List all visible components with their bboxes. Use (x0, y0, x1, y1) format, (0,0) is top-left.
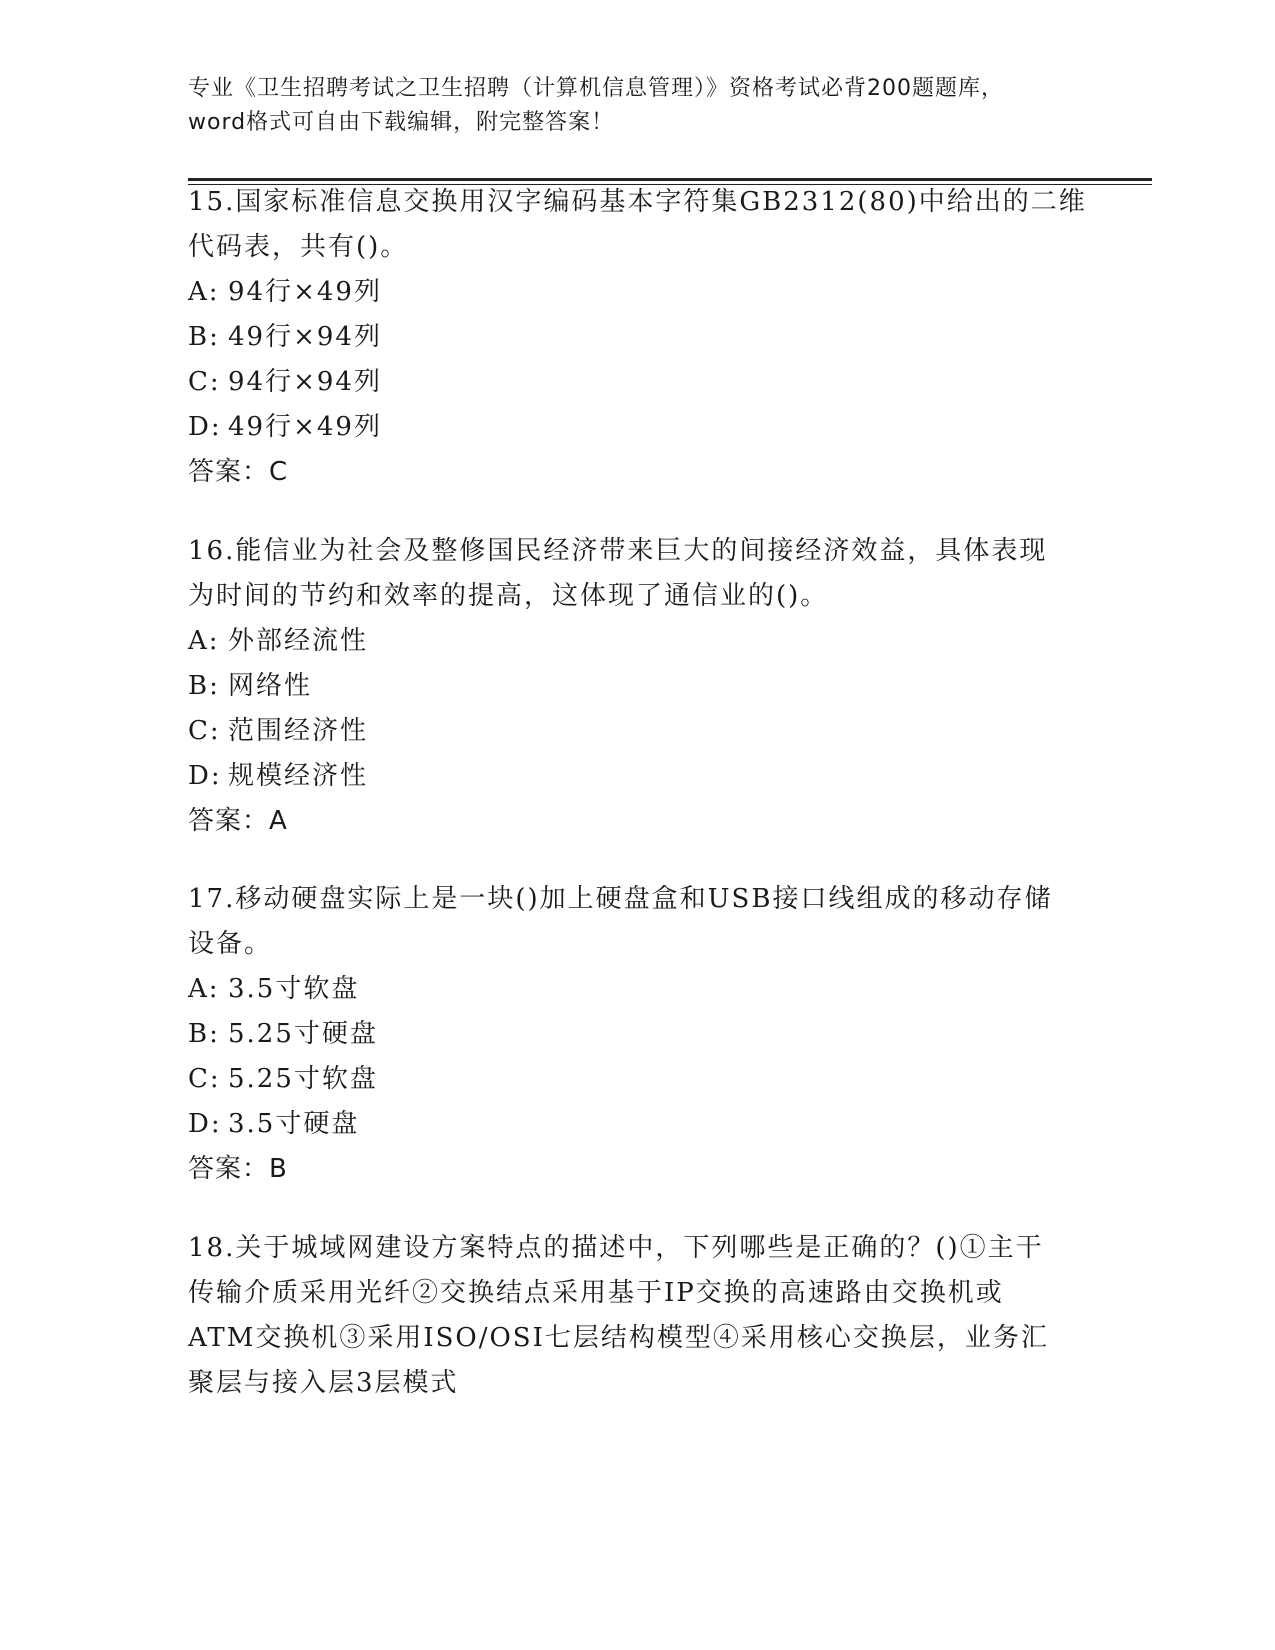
option-key: D: (188, 761, 222, 791)
stem-line: 18.关于城域网建设方案特点的描述中，下列哪些是正确的？()①主干 (188, 1233, 1044, 1263)
option-text: 规模经济性 (228, 761, 369, 791)
option-text: 49行×49列 (228, 412, 382, 442)
question-stem (188, 529, 1088, 619)
option-text: 94行×94列 (228, 367, 382, 397)
stem-line: 17.移动硬盘实际上是一块()加上硬盘盒和USB接口线组成的移动存储 (188, 884, 1053, 914)
question-18 (188, 1226, 1088, 1406)
header-line-2: word格式可自由下载编辑，附完整答案！ (188, 110, 615, 135)
option-key: C: (188, 1064, 221, 1094)
option-key: C: (188, 716, 221, 746)
option-c (188, 1057, 1088, 1102)
option-text: 5.25寸软盘 (228, 1064, 378, 1094)
answer: 答案：A (188, 806, 288, 836)
question-15 (188, 180, 1088, 495)
option-text: 外部经流性 (228, 626, 369, 656)
option-text: 94行×49列 (228, 277, 382, 307)
option-b (188, 664, 1088, 709)
question-17 (188, 877, 1088, 1192)
option-key: D: (188, 1109, 222, 1139)
option-text: 网络性 (228, 671, 313, 701)
option-d (188, 1102, 1088, 1147)
option-text: 范围经济性 (228, 716, 369, 746)
option-key: D: (188, 412, 222, 442)
option-key: B: (188, 322, 220, 352)
option-key: A: (188, 277, 220, 307)
option-text: 49行×94列 (228, 322, 382, 352)
stem-line: 设备。 (188, 929, 273, 959)
stem-line: ATM交换机③采用ISO/OSI七层结构模型④采用核心交换层，业务汇 (188, 1323, 1049, 1353)
option-c (188, 360, 1088, 405)
document-header (188, 72, 1088, 140)
option-key: A: (188, 626, 220, 656)
option-a (188, 619, 1088, 664)
question-16 (188, 529, 1088, 844)
stem-line: 聚层与接入层3层模式 (188, 1368, 459, 1398)
option-key: A: (188, 974, 220, 1004)
stem-line: 16.能信业为社会及整修国民经济带来巨大的间接经济效益，具体表现 (188, 536, 1048, 566)
answer: 答案：B (188, 1154, 288, 1184)
stem-line: 传输介质采用光纤②交换结点采用基于IP交换的高速路由交换机或 (188, 1278, 1004, 1308)
stem-line: 代码表，共有()。 (188, 232, 409, 262)
stem-line: 15.国家标准信息交换用汉字编码基本字符集GB2312(80)中给出的二维 (188, 187, 1087, 217)
option-c (188, 709, 1088, 754)
option-d (188, 754, 1088, 799)
header-line-1: 专业《卫生招聘考试之卫生招聘（计算机信息管理）》资格考试必背200题题库， (188, 76, 1004, 101)
option-text: 3.5寸软盘 (228, 974, 360, 1004)
option-text: 5.25寸硬盘 (228, 1019, 378, 1049)
option-a (188, 270, 1088, 315)
option-key: C: (188, 367, 221, 397)
question-stem (188, 180, 1088, 270)
answer: 答案：C (188, 457, 289, 487)
option-key: B: (188, 671, 220, 701)
option-d (188, 405, 1088, 450)
option-text: 3.5寸硬盘 (228, 1109, 360, 1139)
question-stem (188, 1226, 1088, 1406)
question-stem (188, 877, 1088, 967)
option-b (188, 1012, 1088, 1057)
option-key: B: (188, 1019, 220, 1049)
option-b (188, 315, 1088, 360)
stem-line: 为时间的节约和效率的提高，这体现了通信业的()。 (188, 581, 829, 611)
option-a (188, 967, 1088, 1012)
